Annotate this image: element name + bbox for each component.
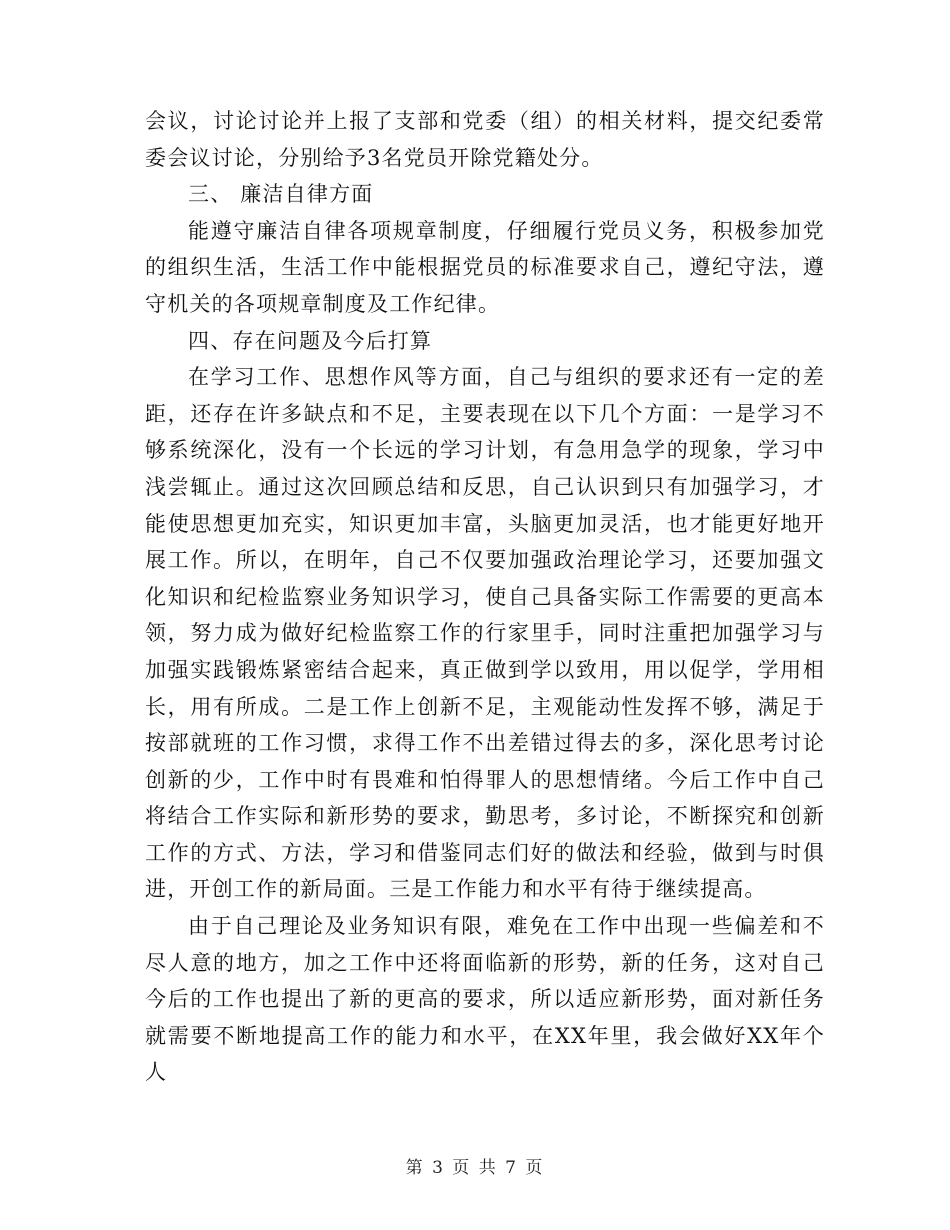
paragraph-problems: 在学习工作、思想作风等方面，自己与组织的要求还有一定的差距，还存在许多缺点和不足，主要表现在以下几个方面：一是学习不够系统深化，没有一个长远的学习计划，有急用急学的现象，学习中浅尝辄止。通过这次回顾总结和反思，自己认识到只有加强学习，才能使思想更加充实，知识更加丰富，头脑更加灵活，也才能更好地开展工作。所以，在明年，自己不仅要加强政治理论学习，还要加强文化知识和纪检监察业务知识学习，使自己具备实际工作需要的更高本领，努力成为做好纪检监察工作的行家里手，同时注重把加强学习与加强实践锻炼紧密结合起来，真正做到学以致用，用以促学，学用相长，用有所成。二是工作上创新不足，主观能动性发挥不够，满足于按部就班的工作习惯，求得工作不出差错过得去的多，深化思考讨论创新的少，工作中时有畏难和怕得罪人的思想情绪。今后工作中自己将结合工作实际和新形势的要求，勤思考，多讨论，不断探究和创新工作的方式、方法，学习和借鉴同志们好的做法和经验，做到与时俱进，开创工作的新局面。三是工作能力和水平有待于继续提高。	[145, 365, 825, 902]
paragraph-conclusion: 由于自己理论及业务知识有限，难免在工作中出现一些偏差和不尽人意的地方，加之工作中还将面临新的形势，新的任务，这对自己今后的工作也提出了新的更高的要求，所以适应新形势，面对新任务就需要不断地提高工作的能力和水平，在XX年里，我会做好XX年个人	[145, 914, 825, 1085]
paragraph-meeting-continuation: 会议，讨论讨论并上报了支部和党委（组）的相关材料，提交纪委常委会议讨论，分别给予3名党员开除党籍处分。	[145, 109, 825, 170]
page-number-footer: 第 3 页 共 7 页	[405, 1158, 545, 1178]
paragraph-integrity: 能遵守廉洁自律各项规章制度，仔细履行党员义务，积极参加党的组织生活，生活工作中能根据党员的标准要求自己，遵纪守法，遵守机关的各项规章制度及工作纪律。	[145, 218, 825, 316]
section-heading-integrity: 三、 廉洁自律方面	[188, 182, 374, 207]
document-body	[145, 103, 825, 1091]
section-heading-problems-plans: 四、存在问题及今后打算	[188, 328, 433, 353]
